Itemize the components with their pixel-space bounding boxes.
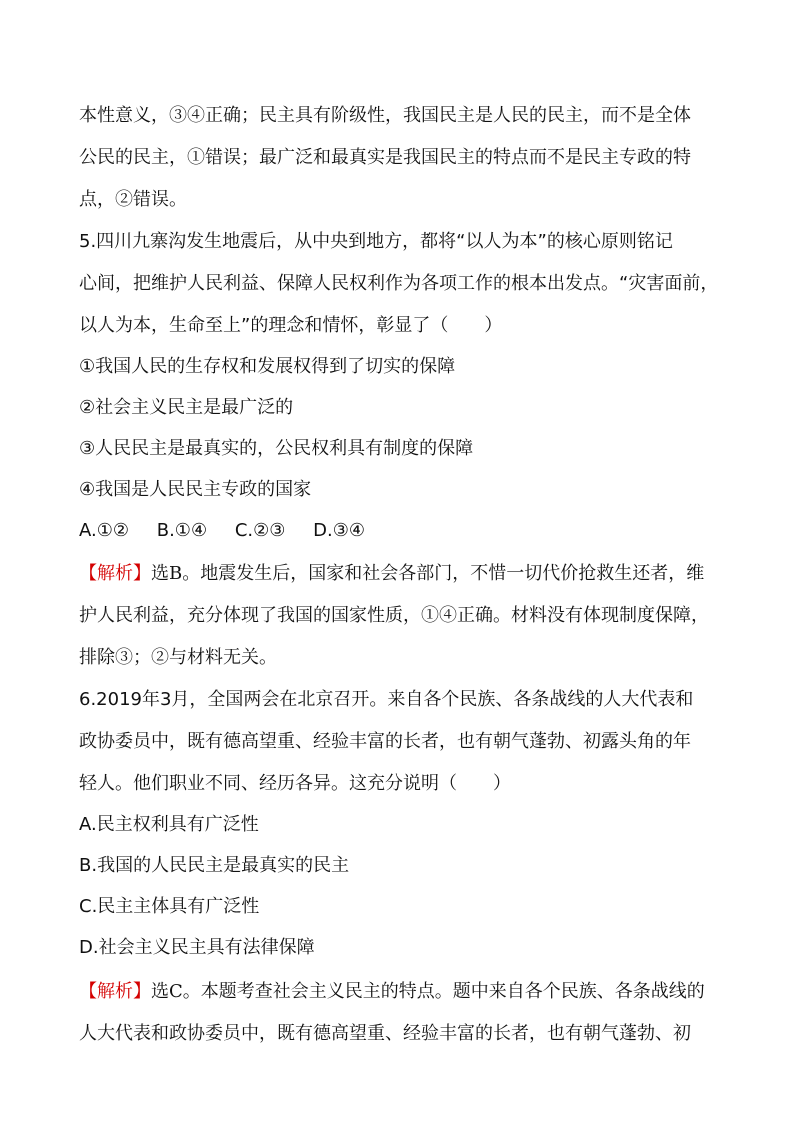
- question-5-stem-line-3: 以人为本，生命至上”的理念和情怀，彰显了（ ）: [79, 315, 503, 336]
- analysis-continuation-line-1: 本性意义，③④正确；民主具有阶级性，我国民主是人民的民主，而不是全体: [79, 105, 691, 126]
- question-6-option-b: B.我国的人民民主是最真实的民主: [79, 855, 350, 876]
- question-5-option-a: A.①②: [79, 520, 129, 541]
- question-5-analysis-line-3: 排除③；②与材料无关。: [79, 647, 277, 668]
- question-5-analysis-line-2: 护人民利益，充分体现了我国的国家性质，①④正确。材料没有体现制度保障，: [79, 605, 709, 626]
- question-5-analysis-line-1: [79, 562, 719, 586]
- analysis-tag: 【解析】: [79, 563, 151, 584]
- analysis-text: 选C。本题考查社会主义民主的特点。题中来自各个民族、各条战线的: [151, 981, 705, 1002]
- analysis-text: 选B。地震发生后，国家和社会各部门，不惜一切代价抢救生还者，维: [151, 563, 705, 584]
- analysis-continuation-line-2: 公民的民主，①错误；最广泛和最真实是我国民主的特点而不是民主专政的特: [79, 147, 691, 168]
- question-5-option-d: D.③④: [313, 520, 365, 541]
- question-5-option-b: B.①④: [156, 520, 208, 541]
- question-6-stem-line-2: 政协委员中，既有德高望重、经验丰富的长者，也有朝气蓬勃、初露头角的年: [79, 731, 691, 752]
- question-5-stem-line-2: 心间，把维护人民利益、保障人民权利作为各项工作的根本出发点。“灾害面前，: [79, 273, 719, 294]
- question-5-statement-2: ②社会主义民主是最广泛的: [79, 397, 294, 418]
- question-6-analysis-line-2: 人大代表和政协委员中，既有德高望重、经验丰富的长者，也有朝气蓬勃、初: [79, 1023, 691, 1044]
- question-5-statement-1: ①我国人民的生存权和发展权得到了切实的保障: [79, 356, 456, 377]
- question-5-stem-line-1: 5.四川九寨沟发生地震后，从中央到地方，都将“以人为本”的核心原则铭记: [79, 231, 673, 252]
- question-6-analysis-line-1: [79, 980, 719, 1004]
- question-5-statement-4: ④我国是人民民主专政的国家: [79, 479, 312, 500]
- question-5-option-c: C.②③: [234, 520, 286, 541]
- question-5-options: [79, 519, 719, 543]
- question-6-stem-line-3: 轻人。他们职业不同、经历各异。这充分说明（ ）: [79, 773, 511, 794]
- analysis-continuation-line-3: 点，②错误。: [79, 189, 187, 210]
- question-5-statement-3: ③人民民主是最真实的，公民权利具有制度的保障: [79, 438, 474, 459]
- question-6-stem-line-1: 6.2019年3月，全国两会在北京召开。来自各个民族、各条战线的人大代表和: [79, 689, 694, 710]
- question-6-option-a: A.民主权利具有广泛性: [79, 814, 259, 835]
- question-6-option-d: D.社会主义民主具有法律保障: [79, 937, 315, 958]
- analysis-tag: 【解析】: [79, 981, 151, 1002]
- question-6-option-c: C.民主主体具有广泛性: [79, 896, 260, 917]
